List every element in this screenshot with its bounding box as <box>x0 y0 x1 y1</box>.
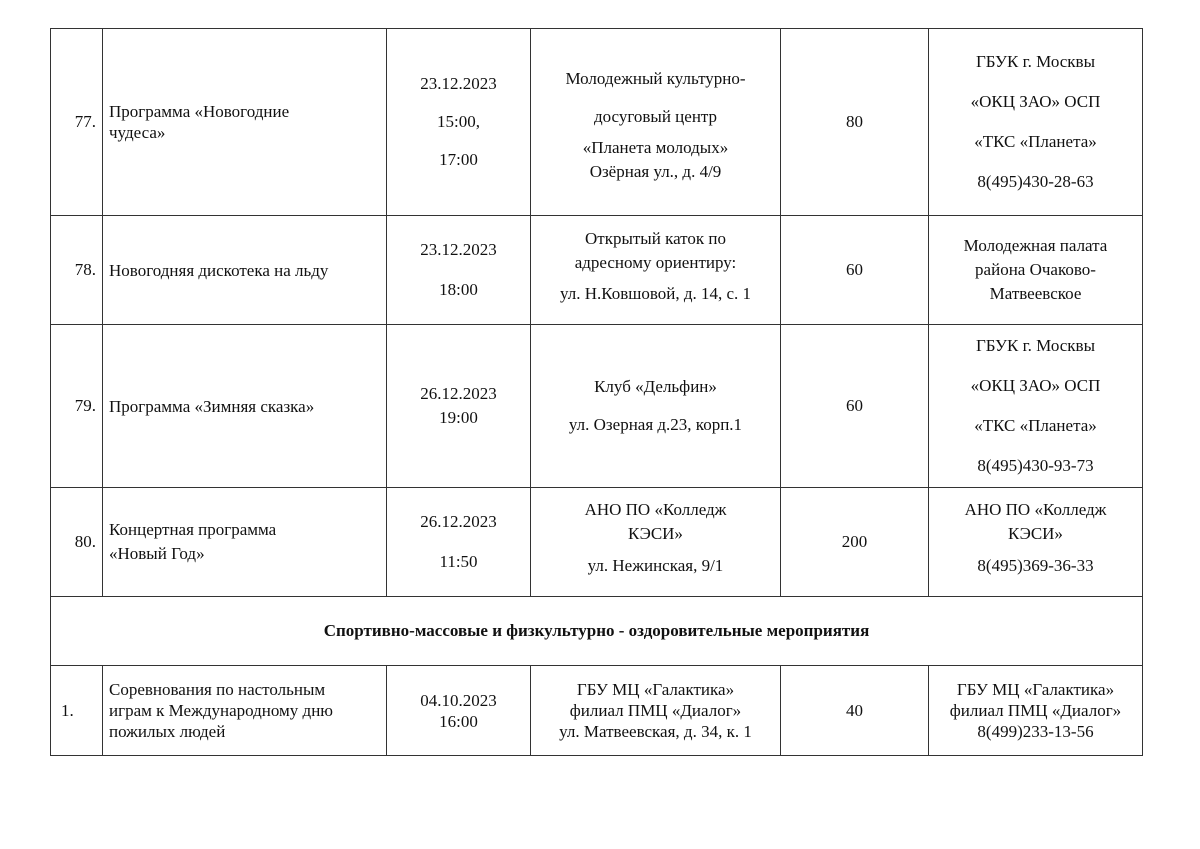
events-table <box>50 28 1143 756</box>
participant-count: 40 <box>781 666 929 756</box>
event-name: Соревнования по настольным играм к Международному дню пожилых людей <box>103 666 387 756</box>
event-name: Новогодняя дискотека на льду <box>103 216 387 325</box>
event-datetime: 04.10.2023 16:00 <box>387 666 531 756</box>
event-name: Концертная программа «Новый Год» <box>103 488 387 597</box>
event-name: Программа «Зимняя сказка» <box>103 325 387 488</box>
event-name: Программа «Новогодние чудеса» <box>103 29 387 216</box>
organizer: ГБУ МЦ «Галактика» филиал ПМЦ «Диалог» 8(499)233-13-56 <box>929 666 1143 756</box>
row-number: 78. <box>51 216 103 325</box>
table-row <box>51 216 1143 325</box>
organizer: Молодежная палата района Очаково- Матвеевское <box>929 216 1143 325</box>
section-header-row <box>51 597 1143 666</box>
participant-count: 80 <box>781 29 929 216</box>
table-row <box>51 29 1143 216</box>
section-title: Спортивно-массовые и физкультурно - оздоровительные мероприятия <box>51 597 1143 666</box>
table-row <box>51 666 1143 756</box>
organizer: АНО ПО «Колледж КЭСИ» 8(495)369-36-33 <box>929 488 1143 597</box>
event-place: Клуб «Дельфин» ул. Озерная д.23, корп.1 <box>531 325 781 488</box>
organizer: ГБУК г. Москвы «ОКЦ ЗАО» ОСП «ТКС «Планета» 8(495)430-93-73 <box>929 325 1143 488</box>
organizer: ГБУК г. Москвы «ОКЦ ЗАО» ОСП «ТКС «Планета» 8(495)430-28-63 <box>929 29 1143 216</box>
table-row <box>51 488 1143 597</box>
participant-count: 60 <box>781 216 929 325</box>
event-datetime: 26.12.2023 19:00 <box>387 325 531 488</box>
row-number: 1. <box>51 666 103 756</box>
event-place: ГБУ МЦ «Галактика» филиал ПМЦ «Диалог» ул. Матвеевская, д. 34, к. 1 <box>531 666 781 756</box>
event-datetime: 23.12.2023 15:00, 17:00 <box>387 29 531 216</box>
row-number: 77. <box>51 29 103 216</box>
event-datetime: 23.12.2023 18:00 <box>387 216 531 325</box>
event-datetime: 26.12.2023 11:50 <box>387 488 531 597</box>
row-number: 79. <box>51 325 103 488</box>
event-place: АНО ПО «Колледж КЭСИ» ул. Нежинская, 9/1 <box>531 488 781 597</box>
participant-count: 60 <box>781 325 929 488</box>
row-number: 80. <box>51 488 103 597</box>
event-place: Молодежный культурно- досуговый центр «Планета молодых» Озёрная ул., д. 4/9 <box>531 29 781 216</box>
table-row <box>51 325 1143 488</box>
event-place: Открытый каток по адресному ориентиру: ул. Н.Ковшовой, д. 14, с. 1 <box>531 216 781 325</box>
participant-count: 200 <box>781 488 929 597</box>
